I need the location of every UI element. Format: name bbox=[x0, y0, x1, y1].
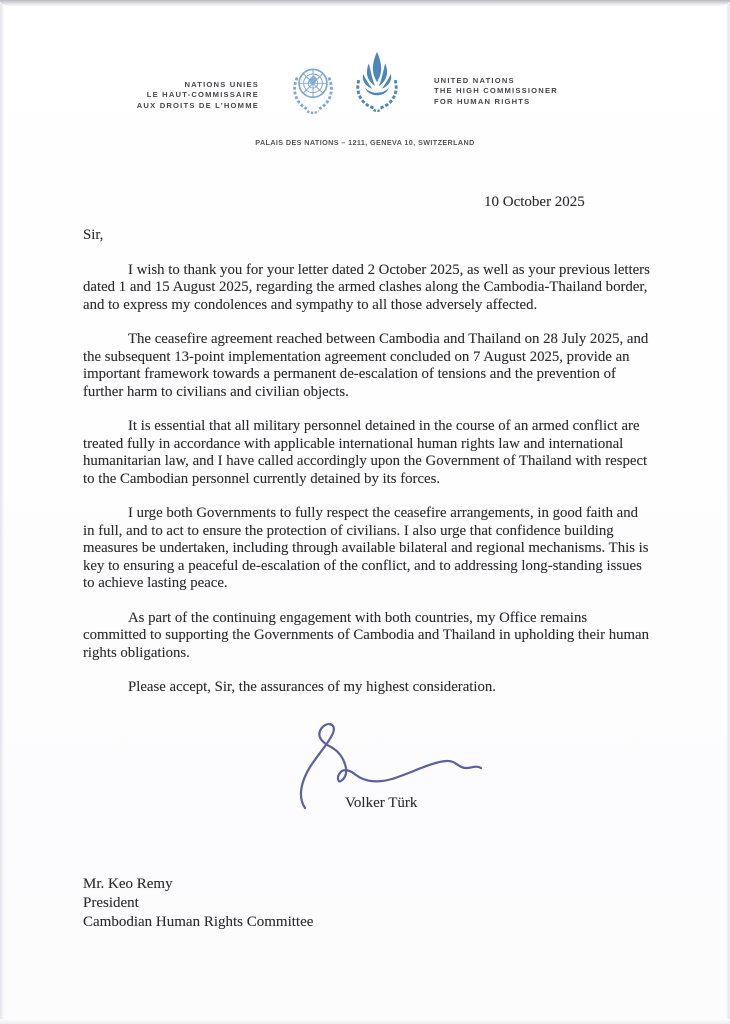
recipient-title: President bbox=[83, 895, 139, 911]
paragraph: The ceasefire agreement reached between Cambodia and Thailand on 28 July 2025, and the subsequent 13-point implementation agreement concluded on 7 August 2025, provide an important framework towards a permanent de-escalation of tensions and the prevention of further harm to civilians and civilian objects. bbox=[83, 331, 649, 400]
paragraph: I wish to thank you for your letter dated 2 October 2025, as well as your previous letters dated 1 and 15 August 2025, regarding the armed clashes along the Cambodia-Thailand border, and to express my condolences and sympathy to all those adversely affected. bbox=[83, 261, 650, 313]
recipient-organization: Cambodian Human Rights Committee bbox=[83, 914, 314, 930]
letter-date: 10 October 2025 bbox=[484, 194, 585, 210]
letterhead-french-title bbox=[84, 80, 259, 111]
letter-body bbox=[83, 227, 653, 714]
salutation: Sir, bbox=[83, 227, 104, 243]
photo-edge-left bbox=[0, 4, 4, 1024]
signatory-name: Volker Türk bbox=[345, 795, 418, 811]
ohchr-emblem-icon bbox=[353, 48, 401, 120]
letterhead-french-line: AUX DROITS DE L’HOMME bbox=[136, 100, 259, 110]
recipient-block bbox=[83, 875, 313, 932]
un-emblem-icon bbox=[289, 64, 337, 118]
recipient-name: Mr. Keo Remy bbox=[83, 876, 173, 892]
letterhead-french-line: NATIONS UNIES bbox=[184, 80, 259, 89]
paragraph: I urge both Governments to fully respect the ceasefire arrangements, in good faith and in full, and to act to ensure the protection of civilians. I also urge that confidence building measures be undertaken, including through available bilateral and regional mechanisms. This is key to ensuring a peaceful de-escalation of the conflict, and to addressing long-standing issues to achieve lasting peace. bbox=[83, 505, 649, 591]
paragraph: Please accept, Sir, the assurances of my highest consideration. bbox=[128, 679, 496, 695]
letterhead-address: PALAIS DES NATIONS – 1211, GENEVA 10, SWITZERLAND bbox=[255, 138, 475, 147]
letterhead-french-line: LE HAUT-COMMISSAIRE bbox=[146, 90, 259, 100]
paragraph: It is essential that all military personnel detained in the course of an armed conflict are treated fully in accordance with applicable international human rights law and international humanitarian law, and I have called accordingly upon the Government of Thailand with respect to the Cambodian personnel currently detained by its forces. bbox=[83, 418, 648, 487]
letter-page bbox=[4, 6, 726, 1019]
letterhead-english-line: FOR HUMAN RIGHTS bbox=[434, 96, 531, 106]
photo-edge-right bbox=[726, 4, 730, 1024]
letterhead-english-line: UNITED NATIONS bbox=[434, 76, 515, 85]
photo-edge-bottom bbox=[0, 1019, 730, 1024]
letterhead-english-line: THE HIGH COMMISSIONER bbox=[434, 86, 558, 96]
paragraph: As part of the continuing engagement with both countries, my Office remains committed to supporting the Governments of Cambodia and Thailand in upholding their human rights obligations. bbox=[83, 609, 650, 661]
signature-block bbox=[4, 714, 730, 824]
photo-edge-top bbox=[0, 0, 730, 6]
letterhead-english-title bbox=[434, 76, 624, 107]
